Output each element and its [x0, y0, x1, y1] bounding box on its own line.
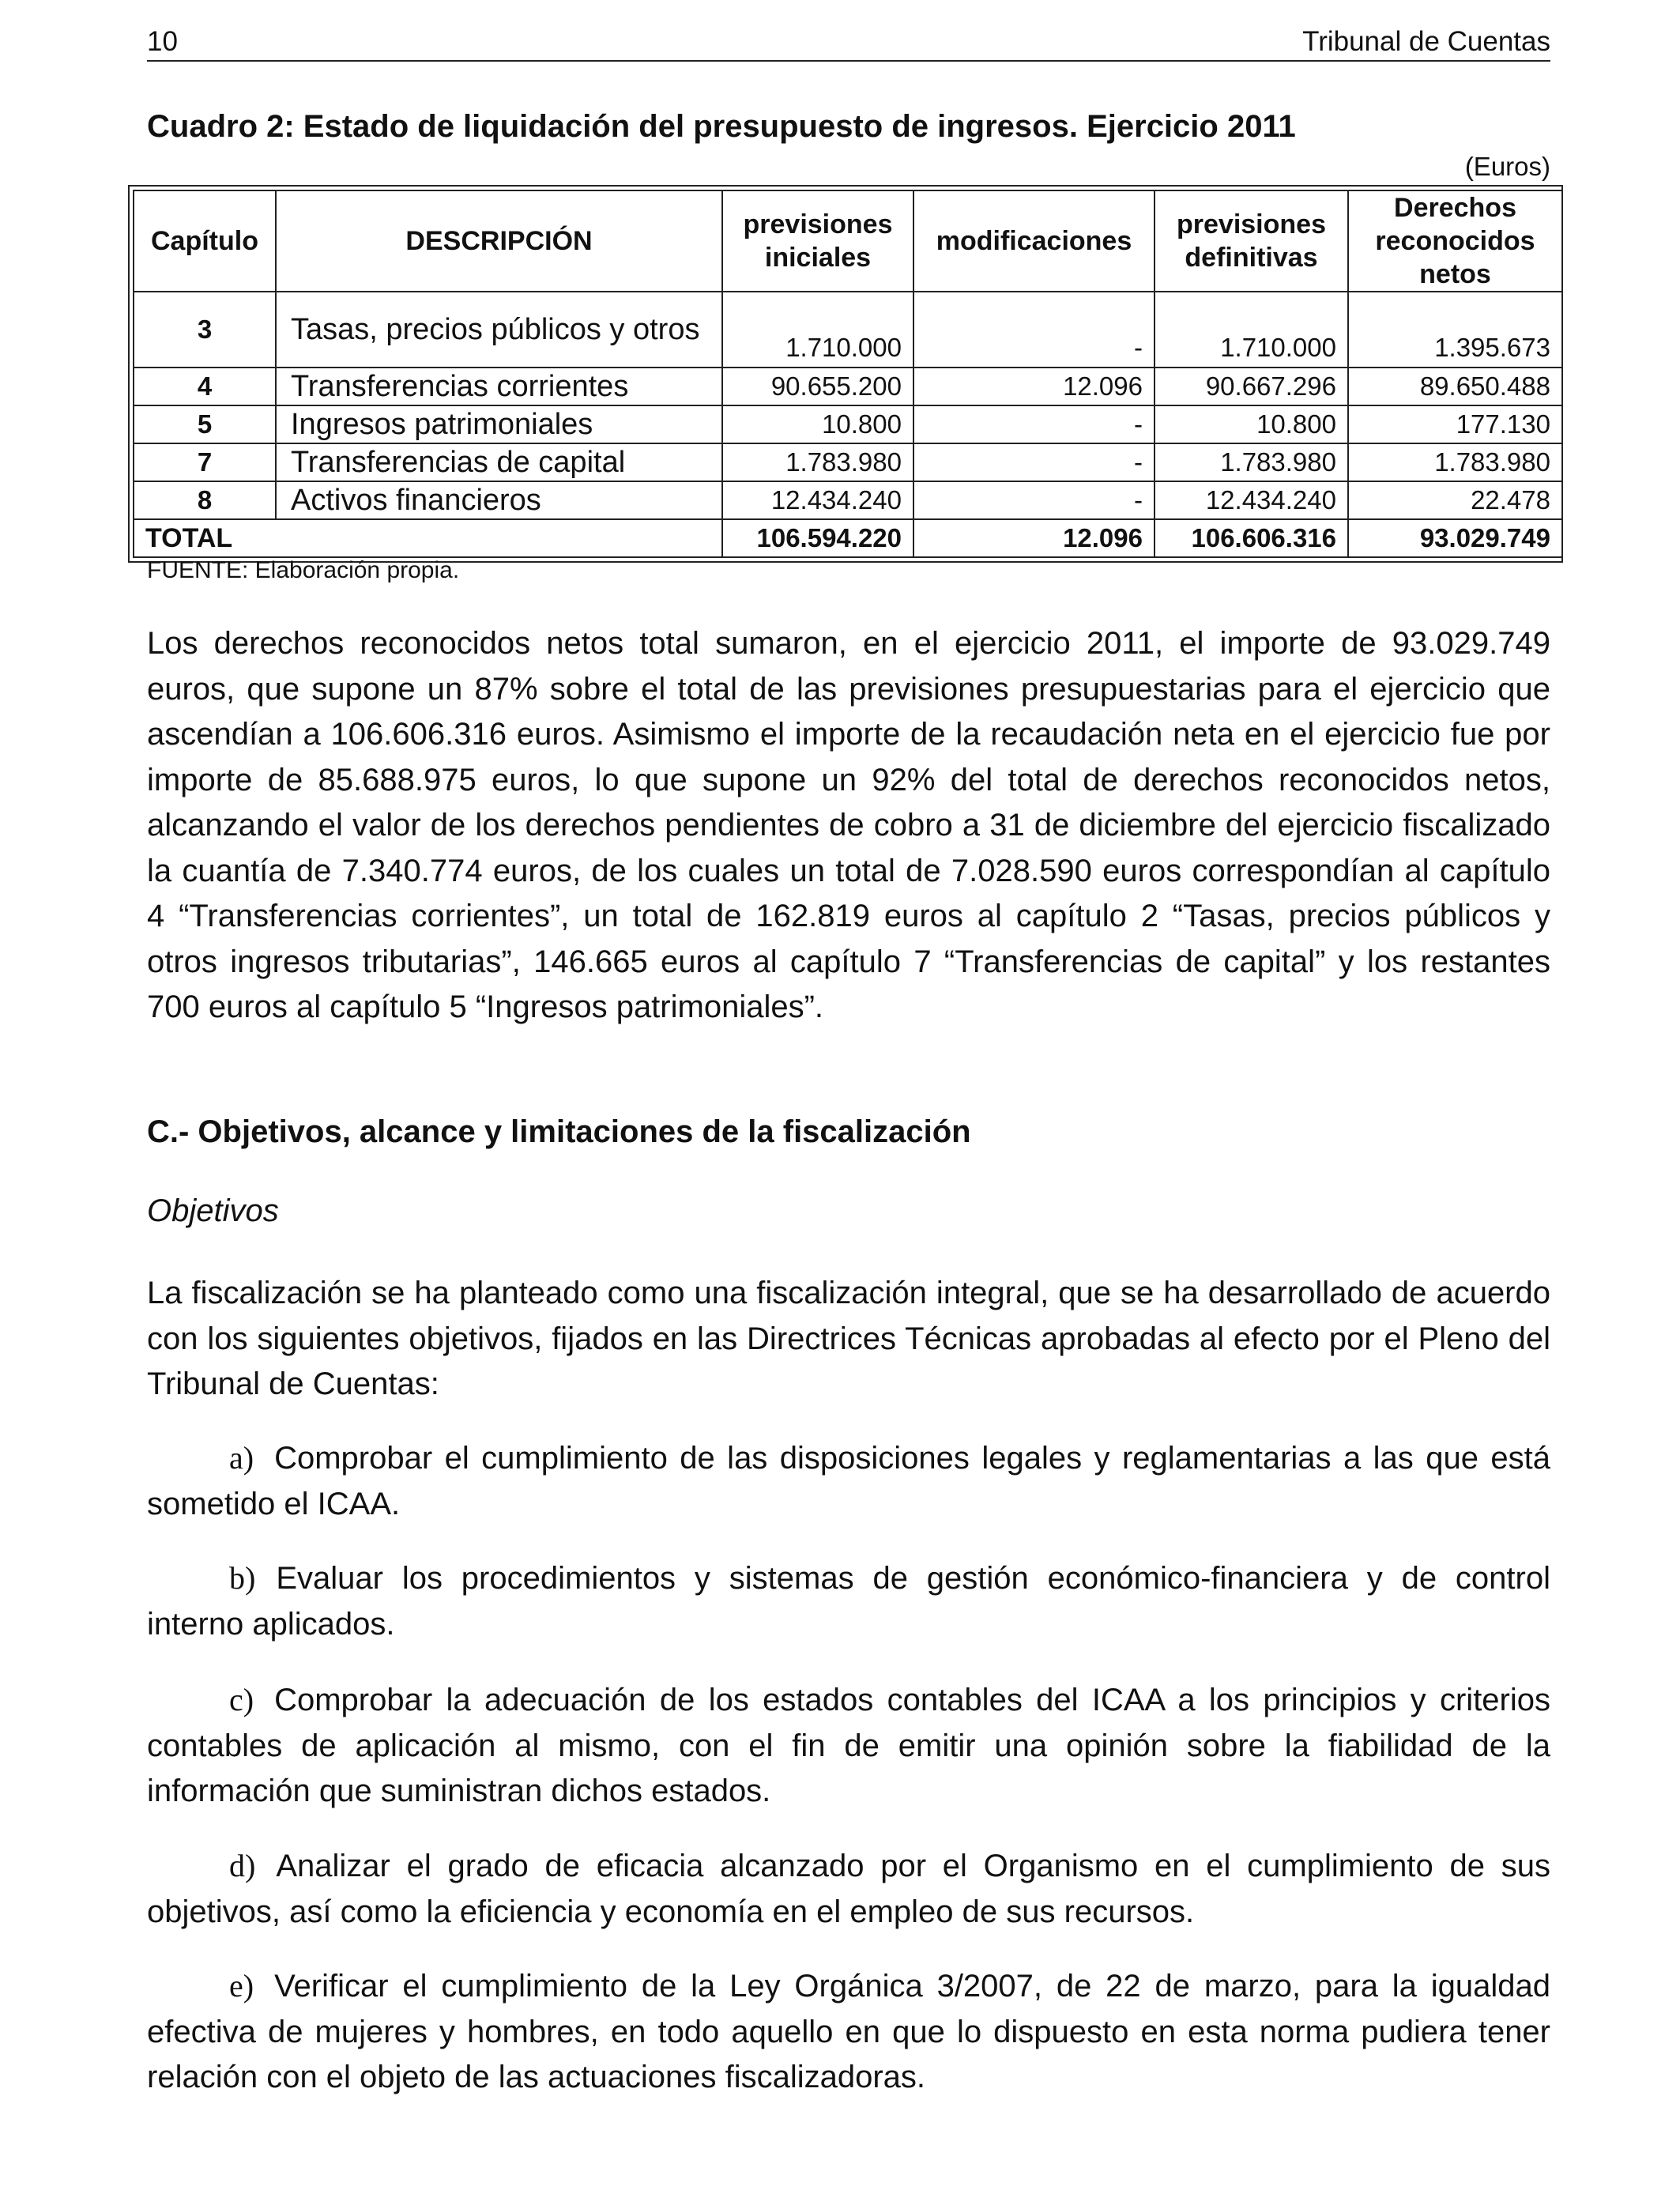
objective-item-a — [147, 1435, 1550, 1527]
table-row — [134, 443, 1562, 481]
cell-capitulo: 5 — [134, 405, 276, 443]
cell-previsiones-iniciales: 1.710.000 — [722, 292, 913, 368]
cell-modificaciones: - — [913, 443, 1155, 481]
cell-derechos: 1.783.980 — [1348, 443, 1562, 481]
body-paragraph-objetivos: La fiscalización se ha planteado como una fiscalización integral, que se ha desarrollado de acuerdo con los siguientes objetivos, fijados en las Directrices Técnicas aprobadas al efecto por el Pleno del Tribunal de Cuentas: — [147, 1276, 1550, 1401]
objective-item-d — [147, 1843, 1550, 1935]
subsection-heading: Objetivos — [147, 1193, 279, 1228]
cell-total-modificaciones: 12.096 — [913, 519, 1155, 557]
cell-modificaciones: - — [913, 292, 1155, 368]
cell-previsiones-definitivas: 1.783.980 — [1155, 443, 1348, 481]
cell-capitulo: 3 — [134, 292, 276, 368]
cell-previsiones-iniciales: 10.800 — [722, 405, 913, 443]
header-capitulo: Capítulo — [134, 190, 276, 292]
objective-marker: c) — [229, 1682, 254, 1717]
header-previsiones-iniciales: previsiones iniciales — [722, 190, 913, 292]
cell-capitulo: 7 — [134, 443, 276, 481]
objective-text: Comprobar el cumplimiento de las disposiciones legales y reglamentarias a las que está sometido el ICAA. — [147, 1441, 1550, 1521]
cell-modificaciones: - — [913, 405, 1155, 443]
cell-descripcion: Transferencias corrientes — [276, 368, 722, 405]
table-row — [134, 368, 1562, 405]
cell-previsiones-iniciales: 1.783.980 — [722, 443, 913, 481]
objective-marker: a) — [229, 1440, 254, 1476]
cell-modificaciones: 12.096 — [913, 368, 1155, 405]
cell-derechos: 89.650.488 — [1348, 368, 1562, 405]
header-modificaciones: modificaciones — [913, 190, 1155, 292]
table-units: (Euros) — [1464, 152, 1550, 181]
cell-descripcion: Tasas, precios públicos y otros — [276, 292, 722, 368]
header-derechos: Derechos reconocidos netos — [1348, 190, 1562, 292]
cell-descripcion: Activos financieros — [276, 481, 722, 519]
cell-previsiones-definitivas: 1.710.000 — [1155, 292, 1348, 368]
table-row — [134, 405, 1562, 443]
cell-total-previsiones-iniciales: 106.594.220 — [722, 519, 913, 557]
cell-capitulo: 4 — [134, 368, 276, 405]
table-row — [134, 292, 1562, 368]
header-organization: Tribunal de Cuentas — [1302, 26, 1550, 57]
cell-modificaciones: - — [913, 481, 1155, 519]
table-row — [134, 481, 1562, 519]
budget-table-frame — [128, 185, 1563, 563]
table-source: FUENTE: Elaboración propia. — [147, 557, 460, 583]
objective-text: Comprobar la adecuación de los estados contables del ICAA a los principios y criterios contables de aplicación al mismo, con el fin de emitir una opinión sobre la fiabilidad de la información que suministran dichos estados. — [147, 1683, 1550, 1808]
objective-text: Verificar el cumplimiento de la Ley Orgánica 3/2007, de 22 de marzo, para la igualdad efectiva de mujeres y hombres, en todo aquello en que lo dispuesto en esta norma pudiera tener relación con el objeto de las actuaciones fiscalizadoras. — [147, 1969, 1550, 2094]
objective-marker: e) — [229, 1968, 254, 2004]
cell-previsiones-definitivas: 12.434.240 — [1155, 481, 1348, 519]
cell-derechos: 1.395.673 — [1348, 292, 1562, 368]
table-header-row — [134, 190, 1562, 292]
cell-capitulo: 8 — [134, 481, 276, 519]
objective-marker: d) — [229, 1848, 256, 1883]
cell-descripcion: Transferencias de capital — [276, 443, 722, 481]
header-descripcion: DESCRIPCIÓN — [276, 190, 722, 292]
cell-derechos: 22.478 — [1348, 481, 1562, 519]
objective-text: Analizar el grado de eficacia alcanzado por el Organismo en el cumplimiento de sus objetivos, así como la eficiencia y economía en el empleo de sus recursos. — [147, 1849, 1550, 1929]
table-total-row — [134, 519, 1562, 557]
page-number: 10 — [147, 26, 178, 57]
objective-marker: b) — [229, 1560, 256, 1596]
cell-previsiones-iniciales: 12.434.240 — [722, 481, 913, 519]
cell-total-derechos: 93.029.749 — [1348, 519, 1562, 557]
objective-item-e — [147, 1963, 1550, 2101]
cell-previsiones-definitivas: 10.800 — [1155, 405, 1348, 443]
objective-item-b — [147, 1555, 1550, 1647]
budget-table — [133, 190, 1563, 558]
cell-total-previsiones-definitivas: 106.606.316 — [1155, 519, 1348, 557]
cell-total-label: TOTAL — [134, 519, 722, 557]
page-header — [147, 24, 1550, 62]
cell-derechos: 177.130 — [1348, 405, 1562, 443]
table-caption: Cuadro 2: Estado de liquidación del presupuesto de ingresos. Ejercicio 2011 — [147, 109, 1296, 144]
section-heading: C.- Objetivos, alcance y limitaciones de la fiscalización — [147, 1114, 971, 1149]
objective-text: Evaluar los procedimientos y sistemas de gestión económico-financiera y de control interno aplicados. — [147, 1561, 1550, 1642]
objective-item-c — [147, 1677, 1550, 1815]
cell-previsiones-definitivas: 90.667.296 — [1155, 368, 1348, 405]
cell-previsiones-iniciales: 90.655.200 — [722, 368, 913, 405]
header-previsiones-definitivas: previsiones definitivas — [1155, 190, 1348, 292]
body-paragraph-derechos: Los derechos reconocidos netos total sumaron, en el ejercicio 2011, el importe de 93.029.749 euros, que supone un 87% sobre el total de las previsiones presupuestarias para el ejercicio que ascendían a 106.606.316 euros. Asimismo el importe de la recaudación neta en el ejercicio fue por importe de 85.688.975 euros, lo que supone un 92% del total de derechos reconocidos netos, alcanzando el valor de los derechos pendientes de cobro a 31 de diciembre del ejercicio fiscalizado la cuantía de 7.340.774 euros, de los cuales un total de 7.028.590 euros correspondían al capítulo 4 “Transferencias corrientes”, un total de 162.819 euros al capítulo 2 “Tasas, precios públicos y otros ingresos tributarias”, 146.665 euros al capítulo 7 “Transferencias de capital” y los restantes 700 euros al capítulo 5 “Ingresos patrimoniales”. — [147, 626, 1550, 1024]
cell-descripcion: Ingresos patrimoniales — [276, 405, 722, 443]
